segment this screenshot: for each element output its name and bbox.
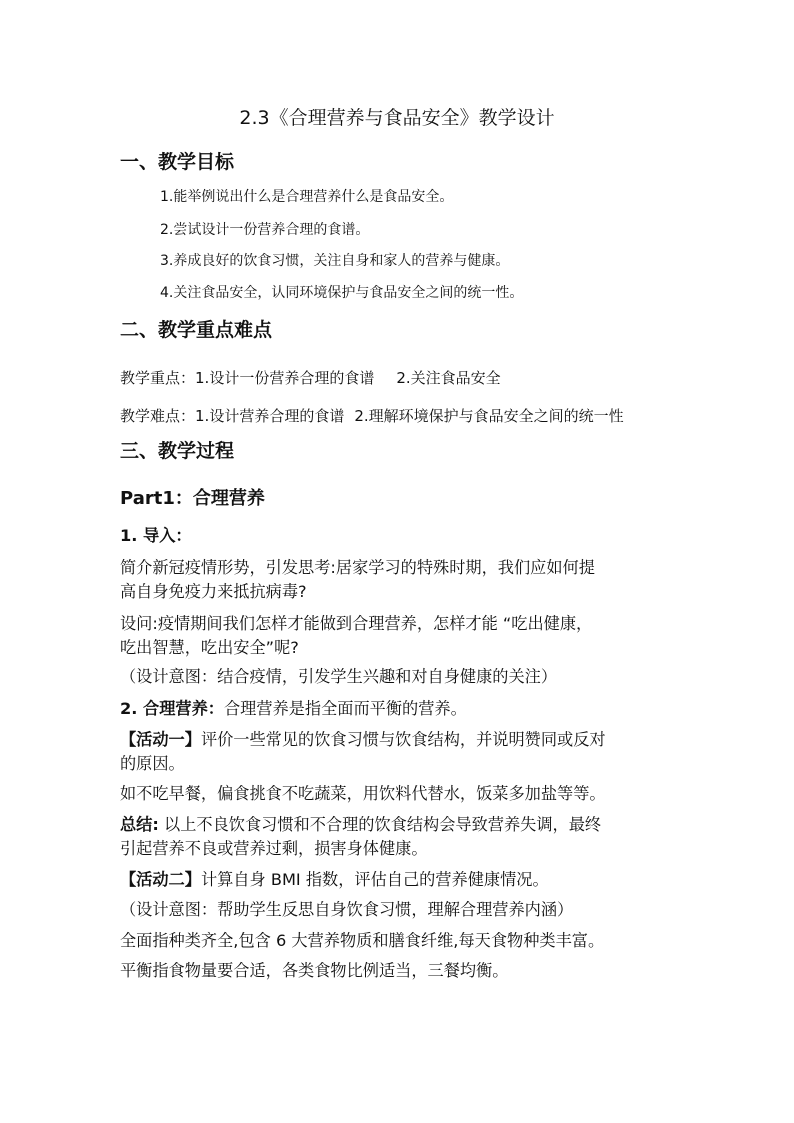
activity-2-text: 计算自身 BMI 指数，评估自己的营养健康情况。 (200, 870, 549, 889)
key-point-2: 2.关注食品安全 (396, 369, 501, 387)
intro-paragraph-2-line-2: 吃出智慧，吃出安全”呢? (120, 638, 299, 657)
summary-label: 总结: (120, 815, 159, 834)
objective-item-1: 1.能举例说出什么是合理营养什么是食品安全。 (160, 189, 454, 205)
key-points-line (120, 367, 501, 389)
activity-1-line-1 (120, 728, 680, 752)
difficult-point-2: 2.理解环境保护与食品安全之间的统一性 (354, 407, 624, 425)
summary-text: 以上不良饮食习惯和不合理的饮食结构会导致营养失调，最终 (164, 815, 602, 834)
activity-1-text: 评价一些常见的饮食习惯与饮食结构，并说明赞同或反对 (200, 730, 606, 749)
activity-2-label: 【活动二】 (120, 870, 201, 889)
difficult-point-1: 1.设计营养合理的食谱 (195, 407, 345, 425)
balanced-definition: 平衡指食物量要合适，各类食物比例适当，三餐均衡。 (120, 961, 509, 980)
summary-line-1 (120, 813, 680, 837)
intro-design-intent: （设计意图：结合疫情，引发学生兴趣和对自身健康的关注） (120, 667, 558, 686)
key-point-1: 1.设计一份营养合理的食谱 (195, 369, 375, 387)
intro-label (120, 524, 680, 548)
reasonable-nutrition-text: 合理营养是指全面而平衡的营养。 (224, 699, 467, 718)
intro-paragraph-1-line-1: 简介新冠疫情形势，引发思考:居家学习的特殊时期，我们应如何提 (120, 558, 595, 577)
section-heading-teaching-process: 三、教学过程 (120, 440, 235, 462)
activity-2-line (120, 868, 680, 892)
reasonable-nutrition-label: 2. 合理营养： (120, 699, 224, 718)
difficult-points-line (120, 405, 624, 427)
objective-item-3: 3.养成良好的饮食习惯，关注自身和家人的营养与健康。 (160, 253, 510, 269)
intro-paragraph-1-line-2: 高自身免疫力来抵抗病毒? (120, 582, 307, 601)
reasonable-nutrition-line (120, 697, 680, 721)
intro-heading: 1. 导入： (120, 526, 192, 545)
activity-1-label: 【活动一】 (120, 730, 201, 749)
activity-1-line-2: 的原因。 (120, 754, 185, 773)
objective-item-4: 4.关注食品安全，认同环境保护与食品安全之间的统一性。 (160, 285, 524, 301)
section-heading-key-points: 二、教学重点难点 (120, 319, 273, 341)
section-heading-teaching-objectives: 一、教学目标 (120, 151, 235, 173)
comprehensive-definition: 全面指种类齐全,包含 6 大营养物质和膳食纤维,每天食物种类丰富。 (120, 931, 605, 950)
document-title: 2.3《合理营养与食品安全》教学设计 (239, 107, 555, 129)
activity-2-design-intent: （设计意图：帮助学生反思自身饮食习惯，理解合理营养内涵） (120, 900, 574, 919)
part1-title: Part1：合理营养 (120, 488, 265, 509)
difficult-points-label: 教学难点： (120, 407, 196, 425)
key-points-label: 教学重点： (120, 369, 196, 387)
intro-paragraph-2-line-1: 设问:疫情期间我们怎样才能做到合理营养，怎样才能 “吃出健康， (120, 614, 593, 633)
summary-line-2: 引起营养不良或营养过剩，损害身体健康。 (120, 839, 428, 858)
example-line: 如不吃早餐，偏食挑食不吃蔬菜，用饮料代替水，饭菜多加盐等等。 (120, 784, 606, 803)
objective-item-2: 2.尝试设计一份营养合理的食谱。 (160, 222, 370, 238)
